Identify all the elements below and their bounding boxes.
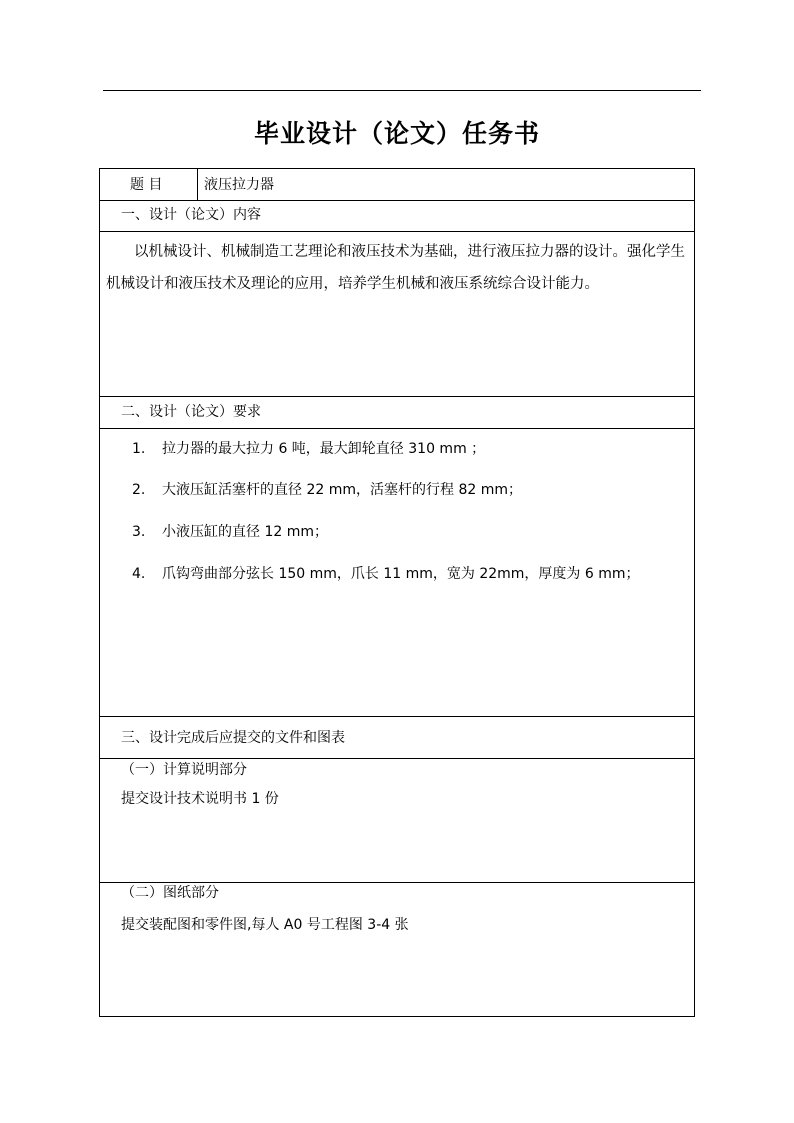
requirement-item: 拉力器的最大拉力 6 吨，最大卸轮直径 310 mm ； [162, 441, 486, 457]
row-divider [100, 200, 694, 201]
header-rule [103, 90, 701, 91]
calculation-part-heading: （一）计算说明部分 [121, 762, 247, 778]
topic-label: 题 目 [130, 177, 163, 193]
document-title: 毕业设计（论文）任务书 [253, 119, 540, 148]
deliverables-heading: 三、设计完成后应提交的文件和图表 [121, 730, 345, 746]
calculation-part-text: 提交设计技术说明书 1 份 [121, 791, 279, 807]
requirement-number: 3. [132, 524, 146, 540]
requirement-number: 4. [132, 566, 146, 582]
requirement-item: 爪钩弯曲部分弦长 150 mm，爪长 11 mm，宽为 22mm，厚度为 6 mm； [162, 566, 640, 582]
topic-value: 液压拉力器 [204, 177, 274, 193]
requirement-item: 小液压缸的直径 12 mm； [162, 524, 328, 540]
row-divider [100, 716, 694, 717]
row-divider [100, 231, 694, 232]
requirement-item: 大液压缸活塞杆的直径 22 mm，活塞杆的行程 82 mm； [162, 482, 522, 498]
requirement-number: 1. [132, 441, 146, 457]
topic-divider [197, 169, 198, 200]
requirement-number: 2. [132, 482, 146, 498]
content-heading: 一、设计（论文）内容 [121, 207, 261, 223]
drawings-part-text: 提交装配图和零件图,每人 A0 号工程图 3-4 张 [121, 917, 409, 933]
task-form-table [99, 168, 695, 1017]
row-divider [100, 428, 694, 429]
drawings-part-heading: （二）图纸部分 [121, 885, 219, 901]
row-divider [100, 758, 694, 759]
row-divider [100, 396, 694, 397]
requirements-heading: 二、设计（论文）要求 [121, 404, 261, 420]
content-text: 以机械设计、机械制造工艺理论和液压技术为基础，进行液压拉力器的设计。强化学生机械设计和液压技术及理论的应用，培养学生机械和液压系统综合设计能力。 [106, 244, 685, 292]
